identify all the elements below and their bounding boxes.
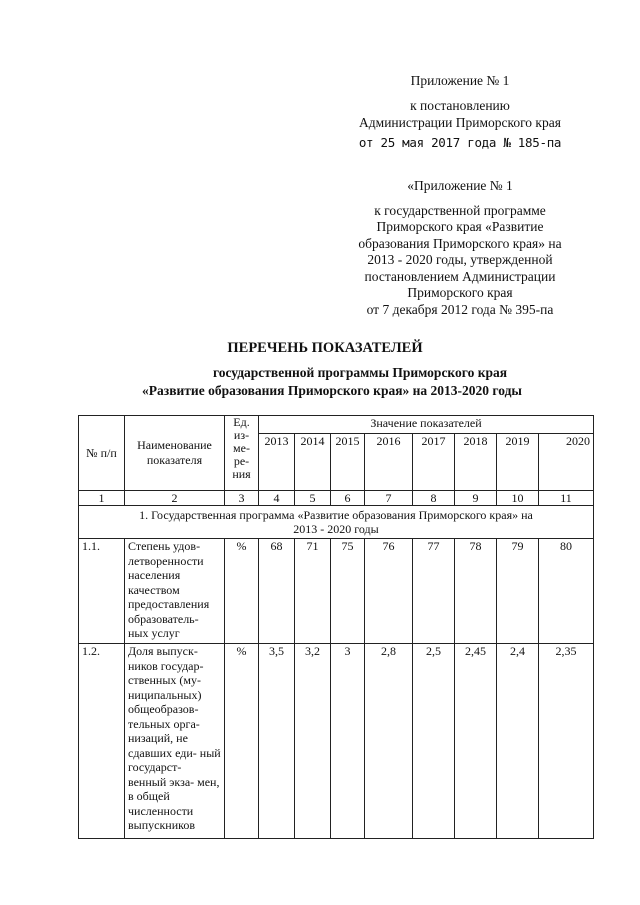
indicator-unit: % — [225, 539, 259, 644]
section-header: 1. Государственная программа «Развитие образования Приморского края» на 2013 - 2020 годы — [79, 506, 594, 539]
table-row — [79, 539, 594, 644]
row-number: 1.1. — [79, 539, 125, 644]
program-appendix-header — [330, 178, 590, 318]
column-number: 2 — [125, 491, 225, 506]
program-appendix-title: «Приложение № 1 — [407, 178, 513, 193]
year-cell: 2017 — [413, 434, 455, 491]
column-number: 3 — [225, 491, 259, 506]
header-number — [79, 416, 125, 491]
year-cell: 2015 — [331, 434, 365, 491]
column-number: 10 — [497, 491, 539, 506]
column-number: 5 — [295, 491, 331, 506]
column-number: 6 — [331, 491, 365, 506]
value-cell: 2,4 — [497, 644, 539, 839]
value-cell: 75 — [331, 539, 365, 644]
indicator-name: Доля выпуск- ников государ- ственных (му- ниципальных) общеобразов- тельных орга- низаций, не сдавших еди- ный государст- венный экза- мен, в общей численности выпускников — [125, 644, 225, 839]
header-values — [259, 416, 594, 434]
program-appendix-line: Приморского края — [407, 285, 513, 300]
program-appendix-line: Приморского края «Развитие — [376, 219, 544, 234]
year-cell: 2013 — [259, 434, 295, 491]
indicator-unit: % — [225, 644, 259, 839]
year-cell: 2020 — [539, 434, 594, 491]
appendix-title: Приложение № 1 — [410, 73, 510, 88]
year-cell: 2019 — [497, 434, 539, 491]
value-cell: 3,2 — [295, 644, 331, 839]
registration-stamp: от 25 мая 2017 года № 185-па — [358, 135, 562, 150]
document-title-text: ПЕРЕЧЕНЬ ПОКАЗАТЕЛЕЙ — [227, 340, 423, 356]
column-number: 8 — [413, 491, 455, 506]
column-number: 4 — [259, 491, 295, 506]
value-cell: 2,5 — [413, 644, 455, 839]
value-cell: 80 — [539, 539, 594, 644]
year-cell: 2018 — [455, 434, 497, 491]
program-appendix-line: к государственной программе — [374, 202, 546, 218]
appendix-ref: к постановлению — [410, 98, 510, 113]
appendix-authority: Администрации Приморского края — [359, 115, 561, 130]
value-cell: 77 — [413, 539, 455, 644]
document-subtitle — [0, 364, 640, 400]
subtitle-line-2: «Развитие образования Приморского края» на 2013-2020 годы — [142, 383, 522, 398]
value-cell: 3 — [331, 644, 365, 839]
appendix-header — [330, 72, 590, 151]
value-cell: 79 — [497, 539, 539, 644]
program-appendix-line: образования Приморского края» на — [358, 235, 562, 251]
value-cell: 71 — [295, 539, 331, 644]
header-unit-text: Ед. из- ме- ре- ния — [232, 415, 251, 481]
table-row — [79, 644, 594, 839]
value-cell: 2,45 — [455, 644, 497, 839]
column-number: 9 — [455, 491, 497, 506]
document-title — [45, 340, 640, 357]
value-cell: 78 — [455, 539, 497, 644]
value-cell: 68 — [259, 539, 295, 644]
header-number-text: № п/п — [86, 445, 117, 460]
indicator-name: Степень удов- летворенности населения качеством предоставления образователь- ных услуг — [125, 539, 225, 644]
program-appendix-line: от 7 декабря 2012 года № 395-па — [366, 301, 554, 317]
value-cell: 3,5 — [259, 644, 295, 839]
header-name-text: Наименование показателя — [137, 438, 212, 467]
subtitle-line-1: государственной программы Приморского края — [212, 365, 508, 380]
program-appendix-line: 2013 - 2020 годы, утвержденной — [367, 252, 553, 267]
year-cell: 2014 — [295, 434, 331, 491]
header-unit — [225, 416, 259, 491]
indicators-table — [78, 415, 594, 839]
column-number: 7 — [365, 491, 413, 506]
value-cell: 76 — [365, 539, 413, 644]
column-number: 1 — [79, 491, 125, 506]
program-appendix-line: постановлением Администрации — [364, 268, 556, 284]
value-cell: 2,35 — [539, 644, 594, 839]
header-values-text: Значение показателей — [370, 416, 482, 430]
column-number: 11 — [539, 491, 594, 506]
row-number: 1.2. — [79, 644, 125, 839]
year-cell: 2016 — [365, 434, 413, 491]
header-name — [125, 416, 225, 491]
value-cell: 2,8 — [365, 644, 413, 839]
